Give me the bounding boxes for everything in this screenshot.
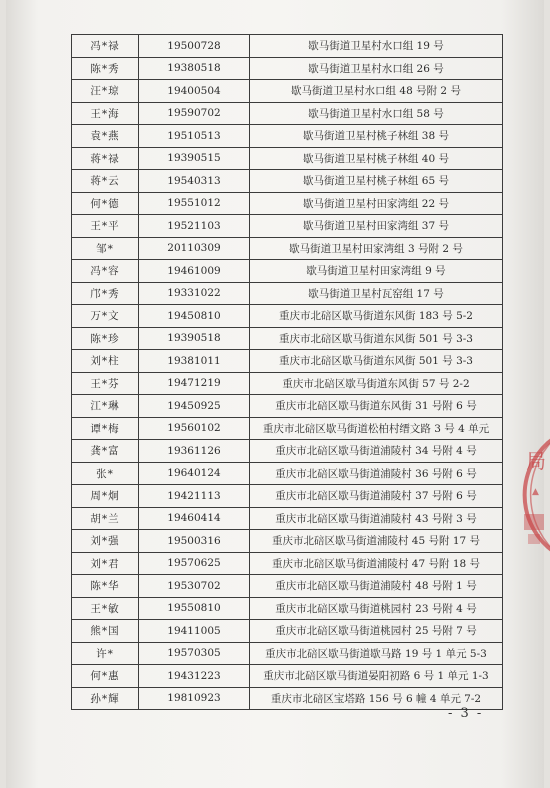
resident-address: 歇马街道卫星村桃子林组 40 号 bbox=[250, 147, 503, 170]
resident-name: 邝*秀 bbox=[72, 282, 139, 305]
resident-name: 何*惠 bbox=[72, 665, 139, 688]
resident-name: 龚*富 bbox=[72, 440, 139, 463]
birth-date: 19551012 bbox=[139, 192, 250, 215]
table-row bbox=[72, 282, 503, 305]
records-table bbox=[71, 34, 503, 710]
table-row bbox=[72, 80, 503, 103]
svg-text:▲: ▲ bbox=[532, 487, 539, 497]
table-row bbox=[72, 372, 503, 395]
resident-address: 歇马街道卫星村水口组 19 号 bbox=[250, 35, 503, 58]
resident-address: 重庆市北碚区歇马街道桃园村 23 号附 4 号 bbox=[250, 597, 503, 620]
table-row bbox=[72, 395, 503, 418]
table-row bbox=[72, 485, 503, 508]
resident-address: 重庆市北碚区歇马街道东风街 57 号 2-2 bbox=[250, 372, 503, 395]
red-seal-stamp bbox=[514, 430, 550, 560]
birth-date: 19570305 bbox=[139, 642, 250, 665]
resident-address: 重庆市北碚区歇马街道浦陵村 48 号附 1 号 bbox=[250, 575, 503, 598]
seal-text: 局 bbox=[526, 449, 546, 473]
resident-name: 胡*兰 bbox=[72, 507, 139, 530]
resident-name: 袁*燕 bbox=[72, 125, 139, 148]
table-row bbox=[72, 440, 503, 463]
resident-address: 重庆市北碚区歇马街道歇马路 19 号 1 单元 5-3 bbox=[250, 642, 503, 665]
table-row bbox=[72, 417, 503, 440]
birth-date: 19450810 bbox=[139, 305, 250, 328]
resident-name: 周*炯 bbox=[72, 485, 139, 508]
resident-address: 重庆市北碚区歇马街道晏阳初路 6 号 1 单元 1-3 bbox=[250, 665, 503, 688]
resident-address: 重庆市北碚区歇马街道浦陵村 34 号附 4 号 bbox=[250, 440, 503, 463]
table-row bbox=[72, 170, 503, 193]
resident-name: 陈*华 bbox=[72, 575, 139, 598]
resident-address: 重庆市北碚区歇马街道东风街 31 号附 6 号 bbox=[250, 395, 503, 418]
table-row bbox=[72, 260, 503, 283]
records-table-body bbox=[72, 35, 503, 710]
birth-date: 19530702 bbox=[139, 575, 250, 598]
resident-address: 歇马街道卫星村水口组 48 号附 2 号 bbox=[250, 80, 503, 103]
resident-address: 重庆市北碚区歇马街道浦陵村 43 号附 3 号 bbox=[250, 507, 503, 530]
table-row bbox=[72, 327, 503, 350]
resident-name: 万*文 bbox=[72, 305, 139, 328]
resident-name: 蒋*云 bbox=[72, 170, 139, 193]
resident-name: 刘*柱 bbox=[72, 350, 139, 373]
resident-name: 王*芬 bbox=[72, 372, 139, 395]
resident-name: 许* bbox=[72, 642, 139, 665]
resident-address: 重庆市北碚区歇马街道桃园村 25 号附 7 号 bbox=[250, 620, 503, 643]
resident-address: 歇马街道卫星村田家湾组 22 号 bbox=[250, 192, 503, 215]
table-row bbox=[72, 687, 503, 710]
resident-address: 重庆市北碚区歇马街道东风街 501 号 3-3 bbox=[250, 350, 503, 373]
resident-address: 歇马街道卫星村桃子林组 38 号 bbox=[250, 125, 503, 148]
table-row bbox=[72, 102, 503, 125]
resident-address: 重庆市北碚区歇马街道浦陵村 45 号附 17 号 bbox=[250, 530, 503, 553]
resident-name: 孙*輝 bbox=[72, 687, 139, 710]
resident-address: 重庆市北碚区歇马街道浦陵村 36 号附 6 号 bbox=[250, 462, 503, 485]
resident-name: 何*德 bbox=[72, 192, 139, 215]
resident-name: 冯*禄 bbox=[72, 35, 139, 58]
birth-date: 19431223 bbox=[139, 665, 250, 688]
birth-date: 19500728 bbox=[139, 35, 250, 58]
birth-date: 19521103 bbox=[139, 215, 250, 238]
table-row bbox=[72, 147, 503, 170]
resident-name: 刘*君 bbox=[72, 552, 139, 575]
table-row bbox=[72, 462, 503, 485]
resident-name: 邹* bbox=[72, 237, 139, 260]
birth-date: 19361126 bbox=[139, 440, 250, 463]
birth-date: 19510513 bbox=[139, 125, 250, 148]
resident-address: 歇马街道卫星村水口组 58 号 bbox=[250, 102, 503, 125]
birth-date: 19560102 bbox=[139, 417, 250, 440]
resident-name: 江*琳 bbox=[72, 395, 139, 418]
birth-date: 19411005 bbox=[139, 620, 250, 643]
table-row bbox=[72, 642, 503, 665]
table-row bbox=[72, 305, 503, 328]
table-row bbox=[72, 552, 503, 575]
resident-address: 重庆市北碚区歇马街道浦陵村 47 号附 18 号 bbox=[250, 552, 503, 575]
table-row bbox=[72, 57, 503, 80]
table-row bbox=[72, 575, 503, 598]
table-row bbox=[72, 237, 503, 260]
table-row bbox=[72, 597, 503, 620]
resident-address: 歇马街道卫星村田家湾组 37 号 bbox=[250, 215, 503, 238]
birth-date: 20110309 bbox=[139, 237, 250, 260]
resident-name: 王*平 bbox=[72, 215, 139, 238]
resident-name: 汪*琼 bbox=[72, 80, 139, 103]
birth-date: 19381011 bbox=[139, 350, 250, 373]
resident-name: 刘*强 bbox=[72, 530, 139, 553]
resident-address: 歇马街道卫星村桃子林组 65 号 bbox=[250, 170, 503, 193]
resident-address: 歇马街道卫星村田家湾组 9 号 bbox=[250, 260, 503, 283]
resident-address: 重庆市北碚区歇马街道东风街 183 号 5-2 bbox=[250, 305, 503, 328]
birth-date: 19450925 bbox=[139, 395, 250, 418]
birth-date: 19570625 bbox=[139, 552, 250, 575]
table-row bbox=[72, 192, 503, 215]
birth-date: 19460414 bbox=[139, 507, 250, 530]
resident-name: 王*敏 bbox=[72, 597, 139, 620]
resident-address: 重庆市北碚区歇马街道松柏村缙文路 3 号 4 单元 bbox=[250, 417, 503, 440]
birth-date: 19331022 bbox=[139, 282, 250, 305]
birth-date: 19380518 bbox=[139, 57, 250, 80]
resident-name: 冯*容 bbox=[72, 260, 139, 283]
resident-name: 陈*秀 bbox=[72, 57, 139, 80]
birth-date: 19540313 bbox=[139, 170, 250, 193]
resident-name: 陈*珍 bbox=[72, 327, 139, 350]
resident-name: 王*海 bbox=[72, 102, 139, 125]
birth-date: 19550810 bbox=[139, 597, 250, 620]
resident-address: 重庆市北碚区宝塔路 156 号 6 幢 4 单元 7-2 bbox=[250, 687, 503, 710]
resident-name: 谭*梅 bbox=[72, 417, 139, 440]
table-row bbox=[72, 215, 503, 238]
resident-address: 歇马街道卫星村瓦窑组 17 号 bbox=[250, 282, 503, 305]
table-row bbox=[72, 530, 503, 553]
table-row bbox=[72, 350, 503, 373]
resident-address: 重庆市北碚区歇马街道东风街 501 号 3-3 bbox=[250, 327, 503, 350]
birth-date: 19461009 bbox=[139, 260, 250, 283]
birth-date: 19471219 bbox=[139, 372, 250, 395]
birth-date: 19810923 bbox=[139, 687, 250, 710]
birth-date: 19640124 bbox=[139, 462, 250, 485]
table-row bbox=[72, 125, 503, 148]
birth-date: 19421113 bbox=[139, 485, 250, 508]
resident-name: 张* bbox=[72, 462, 139, 485]
table-row bbox=[72, 35, 503, 58]
birth-date: 19590702 bbox=[139, 102, 250, 125]
resident-name: 蒋*禄 bbox=[72, 147, 139, 170]
resident-address: 歇马街道卫星村水口组 26 号 bbox=[250, 57, 503, 80]
birth-date: 19390515 bbox=[139, 147, 250, 170]
table-row bbox=[72, 620, 503, 643]
resident-name: 熊*国 bbox=[72, 620, 139, 643]
birth-date: 19400504 bbox=[139, 80, 250, 103]
table-row bbox=[72, 665, 503, 688]
birth-date: 19390518 bbox=[139, 327, 250, 350]
table-row bbox=[72, 507, 503, 530]
resident-address: 歇马街道卫星村田家湾组 3 号附 2 号 bbox=[250, 237, 503, 260]
document-page bbox=[6, 0, 544, 788]
birth-date: 19500316 bbox=[139, 530, 250, 553]
resident-address: 重庆市北碚区歇马街道浦陵村 37 号附 6 号 bbox=[250, 485, 503, 508]
page-number: - 3 - bbox=[448, 706, 484, 721]
